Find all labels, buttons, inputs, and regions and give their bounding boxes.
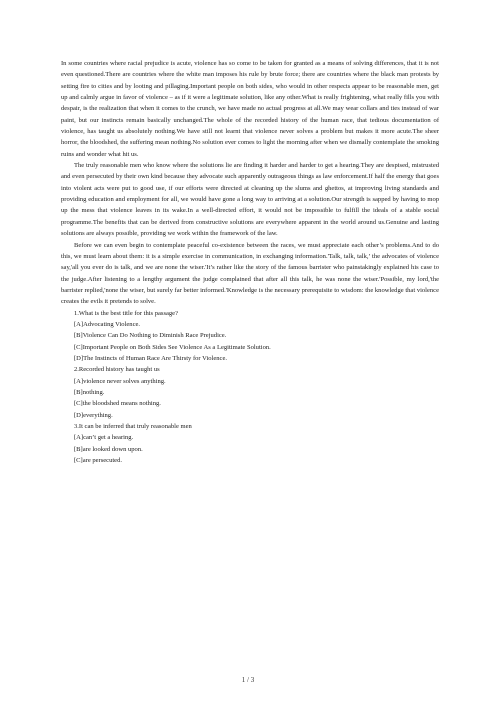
question-3-option-b: [B]are looked down upon. [74, 445, 143, 453]
question-1-option-a: [A]Advocating Violence. [74, 320, 141, 328]
passage-paragraph-2: The truly reasonable men who know where the solutions lie are finding it harder and harder to get a hearing.They are despised, mistrusted and even persecuted by their own kind because they advocate such apparently outrageous things as law enforcement.If half the energy that goes into violent acts were put to good use, if our efforts were directed at cleaning up the slums and ghettos, at improving living standards and providing education and employment for all, we would have gone a long way to arriving at a solution.Our strength is sapped by having to mop up the mess that violence leaves in its wake.In a well-directed effort, it would not be impossible to fulfill the ideals of a stable social programme.The benefits that can be derived from constructive solutions are everywhere apparent in the world around us.Genuine and lasting solutions are always possible, providing we work within the framework of the law. [61, 162, 439, 238]
question-1: 1.What is the best title for this passage? [74, 309, 178, 317]
question-3: 3.It can be inferred that truly reasonable men [74, 423, 192, 430]
question-3-option-c: [C]are persecuted. [74, 457, 122, 465]
question-2-option-d: [D]everything. [74, 411, 113, 419]
question-2-option-b: [B]nothing. [74, 388, 105, 396]
question-2: 2.Recorded history has taught us [74, 366, 160, 374]
question-1-option-c: [C]Important People on Both Sides See Violence As a Legitimate Solution. [74, 343, 271, 351]
document-page [61, 58, 439, 466]
passage-paragraph-3: Before we can even begin to contemplate peaceful co-existence between the races, we must appreciate each other’s problems.And to do this, we must learn about them: it is a simple exercise in communication, in exchanging information.'Talk, talk, talk,’ the advocates of violence say,'all you ever do is talk, and we are none the wiser.'It’s rather like the story of the famous barrister who painstakingly explained his case to the judge.After listening to a lengthy argument the judge complained that after all this talk, he was none the wiser.'Possible, my lord,'the barrister replied,'none the wiser, but surely far better informed.'Knowledge is the necessary prerequisite to wisdom: the knowledge that violence creates the evils it pretends to solve. [61, 241, 439, 306]
page-indicator: 1 / 3 [241, 676, 255, 684]
question-3-option-a: [A]can’t get a hearing. [74, 434, 134, 442]
question-1-option-d: [D]The Instincts of Human Race Are Thirsty for Violence. [74, 354, 227, 362]
question-1-option-b: [B]Violence Can Do Nothing to Diminish Race Prejudice. [74, 332, 227, 340]
question-2-option-a: [A]violence never solves anything. [74, 377, 166, 385]
question-list [74, 308, 439, 467]
question-2-option-c: [C]the bloodshed means nothing. [74, 400, 161, 408]
passage-paragraph-1: In some countries where racial prejudice is acute, violence has so come to be taken for granted as a means of solving differences, that it is not even questioned.There are countries where the white man imposes his rule by brute force; there are countries where the black man protests by setting fire to cities and by looting and pillaging.Important people on both sides, who would in other respects appear to be reasonable men, get up and calmly argue in favor of violence – as if it were a legitimate solution, like any other.What is really frightening, what really fills you with despair, is the realization that when it comes to the crunch, we have made no actual progress at all.We may wear collars and ties instead of war paint, but our instincts remain basically unchanged.The whole of the recorded history of the human race, that tedious documentation of violence, has taught us absolutely nothing.We have still not learnt that violence never solves a problem but makes it more acute.The sheer horror, the bloodshed, the suffering mean nothing.No solution ever comes to light the morning after when we dismally contemplate the smoking ruins and wonder what hit us. [61, 60, 439, 158]
